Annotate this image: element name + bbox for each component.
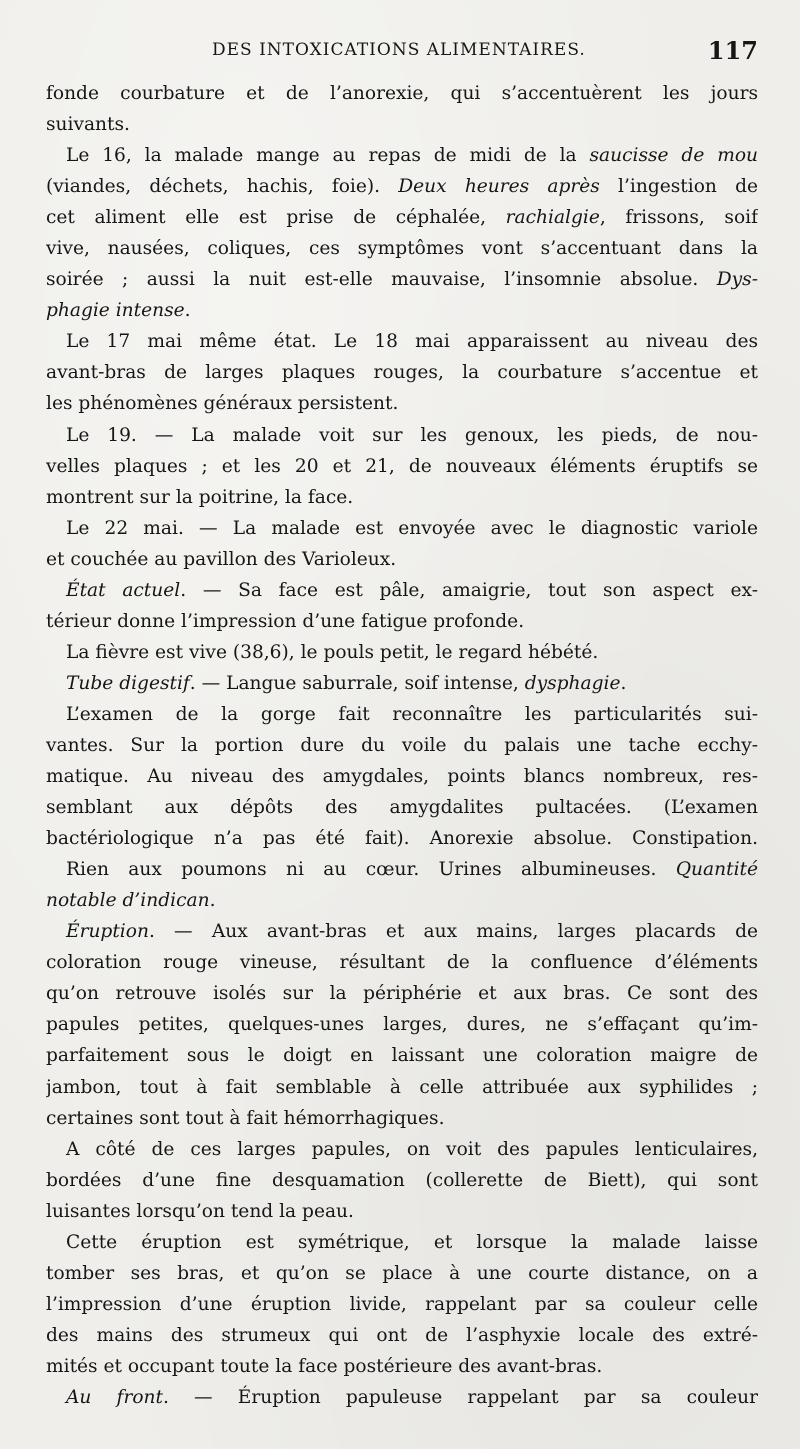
text-segment: semblant aux dépôts des amygdalites pultacées. (L’examen xyxy=(46,797,758,819)
text-segment: coloration rouge vineuse, résultant de la confluence d’éléments xyxy=(46,952,758,974)
text-segment: qu’on retrouve isolés sur la périphérie et aux bras. Ce sont des xyxy=(46,983,758,1005)
text-segment: suivants. xyxy=(46,114,130,136)
text-segment: Le 22 mai. — La malade est envoyée avec le diagnostic variole xyxy=(66,517,758,539)
text-segment: , frissons, soif xyxy=(599,207,758,229)
text-line xyxy=(46,1227,758,1258)
text-segment: La fièvre est vive (38,6), le pouls petit, le regard hébété. xyxy=(66,641,599,663)
text-line xyxy=(46,544,758,575)
text-line xyxy=(46,202,758,233)
text-segment: bordées d’une fine desquamation (collerette de Biett), qui sont xyxy=(46,1169,758,1191)
text-line xyxy=(46,1134,758,1165)
text-line xyxy=(46,295,758,326)
text-line xyxy=(46,171,758,202)
text-line xyxy=(46,1289,758,1320)
text-segment: cet aliment elle est prise de céphalée, xyxy=(46,207,506,229)
text-line xyxy=(46,1196,758,1227)
text-line xyxy=(46,947,758,978)
italic-text: rachialgie xyxy=(505,207,600,229)
text-line xyxy=(46,730,758,761)
text-segment: . xyxy=(184,300,191,322)
text-line xyxy=(46,1382,758,1413)
italic-text: État actuel xyxy=(66,579,181,601)
text-line xyxy=(46,792,758,823)
text-line xyxy=(46,606,758,637)
text-segment: velles plaques ; et les 20 et 21, de nouveaux éléments éruptifs se xyxy=(46,455,758,477)
running-head xyxy=(46,36,758,72)
text-segment: et couchée au pavillon des Varioleux. xyxy=(46,548,397,570)
text-segment: mités et occupant toute la face postérieure des avant-bras. xyxy=(46,1355,603,1377)
text-line xyxy=(46,233,758,264)
text-segment: bactériologique n’a pas été fait). Anorexie absolue. Constipation. xyxy=(46,828,758,850)
italic-text: Au front xyxy=(66,1386,163,1408)
page-number: 117 xyxy=(707,36,758,65)
text-line xyxy=(46,482,758,513)
text-segment: Cette éruption est symétrique, et lorsque la malade laisse xyxy=(66,1231,758,1253)
running-title: DES INTOXICATIONS ALIMENTAIRES. xyxy=(212,40,586,60)
text-line xyxy=(46,699,758,730)
body-text xyxy=(46,78,758,1413)
text-line xyxy=(46,916,758,947)
text-line xyxy=(46,326,758,357)
text-segment: l’ingestion de xyxy=(599,176,758,198)
text-segment: matique. Au niveau des amygdales, points blancs nombreux, res- xyxy=(46,766,758,788)
text-segment: vive, nausées, coliques, ces symptômes vont s’accentuant dans la xyxy=(46,238,758,260)
text-line xyxy=(46,885,758,916)
text-segment: . xyxy=(620,672,627,694)
italic-text: Tube digestif xyxy=(66,672,190,694)
text-line xyxy=(46,1103,758,1134)
text-segment: certaines sont tout à fait hémorrhagiques. xyxy=(46,1107,445,1129)
text-line xyxy=(46,513,758,544)
text-segment: (viandes, déchets, hachis, foie). xyxy=(46,176,399,198)
text-line xyxy=(46,109,758,140)
text-segment: avant-bras de larges plaques rouges, la courbature s’accentue et xyxy=(46,362,758,384)
text-segment: Le 17 mai même état. Le 18 mai apparaissent au niveau des xyxy=(66,331,758,353)
italic-text: notable d’indican xyxy=(46,890,210,912)
text-line xyxy=(46,637,758,668)
text-line xyxy=(46,357,758,388)
text-segment: soirée ; aussi la nuit est-elle mauvaise, l’insomnie absolue. xyxy=(46,269,717,291)
text-segment: les phénomènes généraux persistent. xyxy=(46,393,399,415)
text-segment: fonde courbature et de l’anorexie, qui s’accentuèrent les jours xyxy=(46,83,758,104)
text-line xyxy=(46,1009,758,1040)
italic-text: saucisse de mou xyxy=(589,145,758,167)
text-segment: L’examen de la gorge fait reconnaître les particularités sui- xyxy=(66,703,758,725)
text-segment: des mains des strumeux qui ont de l’asphyxie locale des extré- xyxy=(46,1324,758,1346)
text-segment: tomber ses bras, et qu’on se place à une courte distance, on a xyxy=(46,1262,758,1284)
italic-text: dysphagie xyxy=(524,672,621,694)
text-segment: parfaitement sous le doigt en laissant une coloration maigre de xyxy=(46,1045,758,1067)
text-line xyxy=(46,1320,758,1351)
text-segment: papules petites, quelques-unes larges, dures, ne s’effaçant qu’im- xyxy=(46,1014,758,1036)
text-segment: Le 19. — La malade voit sur les genoux, les pieds, de nou- xyxy=(66,424,758,446)
text-segment: A côté de ces larges papules, on voit des papules lenticulaires, xyxy=(66,1138,758,1160)
text-segment: l’impression d’une éruption livide, rappelant par sa couleur celle xyxy=(46,1293,758,1315)
text-segment: vantes. Sur la portion dure du voile du palais une tache ecchy- xyxy=(46,734,758,756)
italic-text: Deux heures après xyxy=(398,176,600,198)
text-line xyxy=(46,264,758,295)
text-segment: luisantes lorsqu’on tend la peau. xyxy=(46,1200,354,1222)
text-segment: . — Aux avant-bras et aux mains, larges placards de xyxy=(148,921,758,943)
text-segment: . — Éruption papuleuse rappelant par sa couleur xyxy=(162,1386,758,1408)
text-line xyxy=(46,1072,758,1103)
text-line xyxy=(46,761,758,792)
text-line xyxy=(46,1040,758,1071)
text-segment: Le 16, la malade mange au repas de midi de la xyxy=(66,145,590,167)
text-segment: . — Sa face est pâle, amaigrie, tout son aspect ex- xyxy=(180,579,758,601)
text-segment: montrent sur la poitrine, la face. xyxy=(46,486,354,508)
italic-text: Éruption xyxy=(66,921,149,943)
text-line xyxy=(46,1165,758,1196)
text-line xyxy=(46,451,758,482)
italic-text: Dys- xyxy=(716,269,758,291)
text-line xyxy=(46,420,758,451)
text-segment: Rien aux poumons ni au cœur. Urines albumineuses. xyxy=(66,859,676,881)
text-line xyxy=(46,668,758,699)
italic-text: phagie intense xyxy=(46,300,185,322)
text-segment: jambon, tout à fait semblable à celle attribuée aux syphilides ; xyxy=(46,1076,758,1098)
text-line xyxy=(46,978,758,1009)
text-line xyxy=(46,1258,758,1289)
italic-text: Quantité xyxy=(675,859,758,881)
text-line xyxy=(46,1351,758,1382)
text-line xyxy=(46,388,758,419)
text-line xyxy=(46,854,758,885)
text-segment: . — Langue saburrale, soif intense, xyxy=(189,672,525,694)
text-line xyxy=(46,575,758,606)
text-line xyxy=(46,823,758,854)
text-segment: . xyxy=(209,890,216,912)
text-line xyxy=(46,140,758,171)
text-line xyxy=(46,78,758,109)
text-segment: térieur donne l’impression d’une fatigue profonde. xyxy=(46,610,525,632)
